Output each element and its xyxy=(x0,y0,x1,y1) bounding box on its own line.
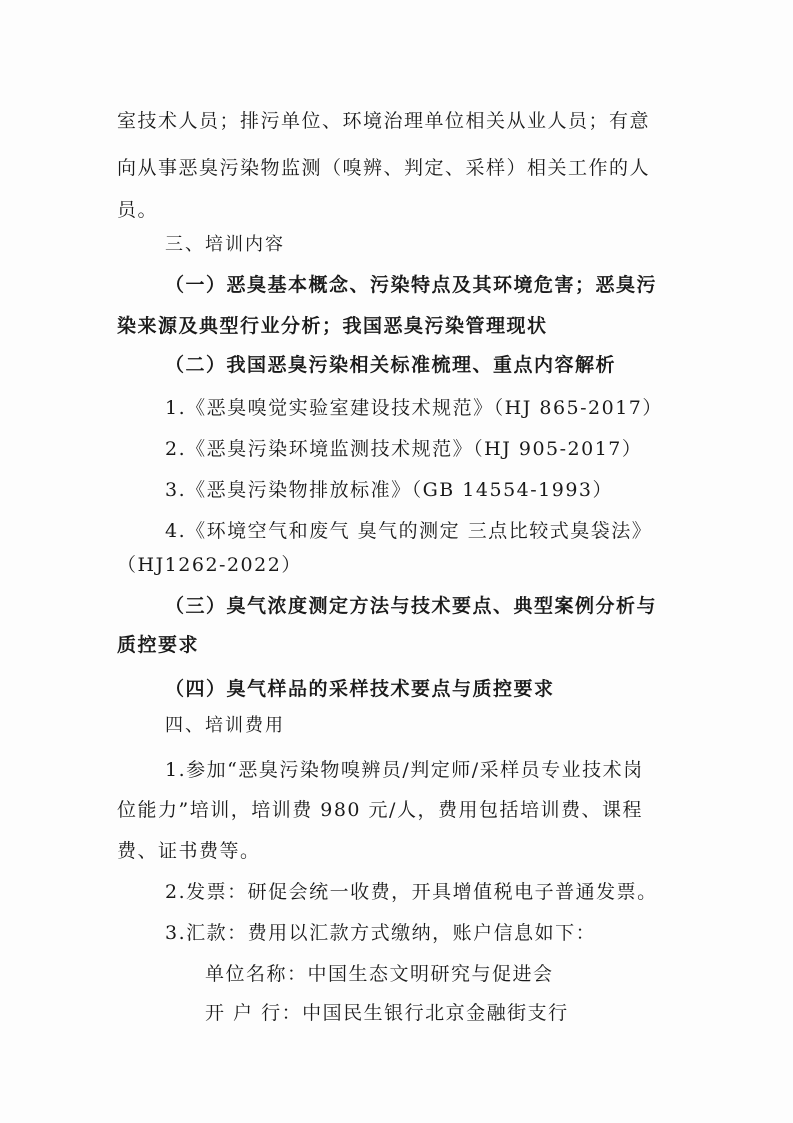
standard-1: 1.《恶臭嗅觉实验室建设技术规范》（HJ 865-2017） xyxy=(165,397,663,419)
content-item-1-line-2: 染来源及典型行业分析；我国恶臭污染管理现状 xyxy=(117,315,548,337)
fee-item-1-line-1: 1.参加“恶臭污染物嗅辨员/判定师/采样员专业技术岗 xyxy=(165,759,644,781)
standard-3: 3.《恶臭污染物排放标准》（GB 14554-1993） xyxy=(165,479,614,501)
fee-item-3: 3.汇款：费用以汇款方式缴纳，账户信息如下： xyxy=(165,922,597,944)
fee-item-2: 2.发票：研促会统一收费，开具增值税电子普通发票。 xyxy=(165,881,658,903)
standard-4-line-1: 4.《环境空气和废气 臭气的测定 三点比较式臭袋法》 xyxy=(165,520,653,542)
section-three-heading: 三、培训内容 xyxy=(165,234,285,255)
intro-line-3: 员。 xyxy=(117,199,159,221)
section-four-heading: 四、培训费用 xyxy=(165,715,285,736)
content-item-3-line-1: （三）臭气浓度测定方法与技术要点、典型案例分析与 xyxy=(165,595,658,617)
standard-4-line-2: （HJ1262-2022） xyxy=(117,554,302,576)
content-item-3-line-2: 质控要求 xyxy=(117,634,200,656)
content-item-4-heading: （四）臭气样品的采样技术要点与质控要求 xyxy=(165,678,555,700)
standard-2: 2.《恶臭污染环境监测技术规范》（HJ 905-2017） xyxy=(165,438,643,460)
intro-line-1: 室技术人员；排污单位、环境治理单位相关从业人员；有意 xyxy=(117,110,651,132)
account-bank: 开 户 行：中国民生银行北京金融街支行 xyxy=(205,1002,569,1024)
intro-line-2: 向从事恶臭污染物监测（嗅辨、判定、采样）相关工作的人 xyxy=(117,157,651,179)
account-name: 单位名称：中国生态文明研究与促进会 xyxy=(205,963,554,985)
fee-item-1-line-2: 位能力”培训，培训费 980 元/人，费用包括培训费、课程 xyxy=(117,799,643,821)
content-item-1-line-1: （一）恶臭基本概念、污染特点及其环境危害；恶臭污 xyxy=(165,274,658,296)
content-item-2-heading: （二）我国恶臭污染相关标准梳理、重点内容解析 xyxy=(165,354,617,376)
fee-item-1-line-3: 费、证书费等。 xyxy=(117,840,261,862)
